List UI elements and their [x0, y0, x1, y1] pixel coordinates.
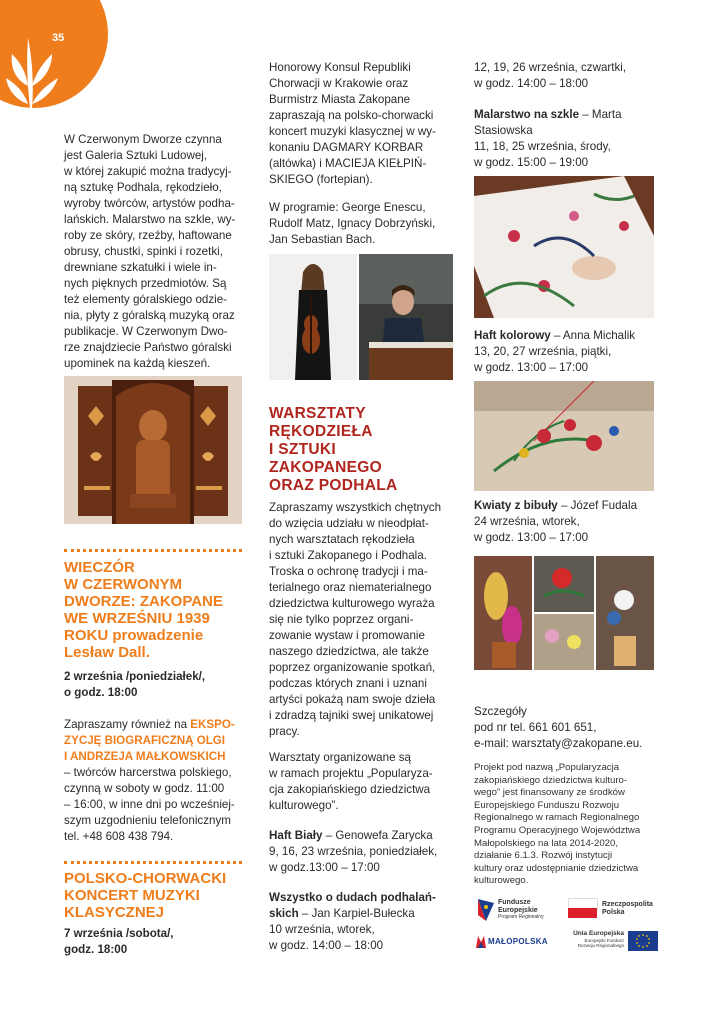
- event-title-concert: [64, 870, 242, 921]
- section-divider: [64, 549, 242, 552]
- title-line: W CZERWONYM: [64, 576, 183, 593]
- workshop-heading: [269, 906, 453, 922]
- text-line: drewniane szkatułki i wiele in-: [64, 261, 217, 274]
- workshop-malarstwo: [474, 107, 660, 171]
- invite-highlight: I ANDRZEJA MAŁKOWSKICH: [64, 750, 226, 763]
- logo-text: Fundusze: [498, 899, 531, 906]
- text-line: Stasiowska: [474, 124, 533, 137]
- workshop-description: [269, 500, 453, 740]
- flag-red-icon: [568, 908, 597, 918]
- logo-text: Program Regionalny: [498, 914, 544, 920]
- text-line: cja zakopiańskiego dziedzictwa: [269, 783, 431, 796]
- text-line: jest Galeria Sztuki Ludowej,: [64, 149, 208, 162]
- text-line: terialnego oraz niematerialnego: [269, 581, 432, 594]
- concert-description: [269, 60, 453, 188]
- text-line: 10 września, wtorek,: [269, 923, 375, 936]
- text-line: się nie tylko poprzez organi-: [269, 613, 414, 626]
- section-divider: [64, 861, 242, 864]
- event-date-concert: [64, 926, 242, 958]
- title-line: Lesław Dall.: [64, 644, 150, 661]
- phone-number: tel. +48 608 438 794.: [64, 830, 174, 843]
- title-line: WIECZÓR: [64, 559, 135, 576]
- text-line: kultury oraz udostępnianie dziedzictwa: [474, 862, 639, 874]
- workshop-name: Wszystko o dudach podhalań-: [269, 891, 436, 904]
- text-line: lańskich. Malarstwo na szkle, wy-: [64, 213, 236, 226]
- invite-line: [64, 717, 242, 733]
- text-line: nych warsztatach rękodzieła: [269, 533, 415, 546]
- date-line: 7 września /sobota/,: [64, 927, 174, 940]
- text-line: nych pięknych przedmiotów. Są: [64, 277, 227, 290]
- text-line: – twórców harcerstwa polskiego,: [64, 766, 232, 779]
- fe-emblem-icon: [476, 897, 496, 923]
- rzeczpospolita-polska-logo: [568, 898, 658, 920]
- text-line: nia, płyty z góralską muzyką oraz: [64, 309, 235, 322]
- workshop-haft-bialy: [269, 828, 453, 876]
- text-line: dziedzictwa kulturowego wyraża: [269, 597, 435, 610]
- title-line: DWORZE: ZAKOPANE: [64, 593, 223, 610]
- invite-highlight: EKSPO-: [190, 718, 235, 731]
- gallery-intro: [64, 132, 242, 372]
- text-line: 13, 20, 27 września, piątki,: [474, 345, 612, 358]
- workshop-name: Malarstwo na szkle: [474, 108, 580, 121]
- text-line: kulturowego”.: [269, 799, 339, 812]
- text-line: Zapraszamy wszystkich chętnych: [269, 501, 442, 514]
- text-line: w ramach projektu „Popularyza-: [269, 767, 433, 780]
- workshop-instructor: – Anna Michalik: [550, 329, 636, 342]
- text-line: w godz. 14:00 – 18:00: [269, 939, 384, 952]
- invite-highlight: ZYCJĘ BIOGRAFICZNĄ OLGI: [64, 734, 226, 747]
- text-line: W programie: George Enescu,: [269, 201, 426, 214]
- text-line: kulturowego.: [474, 875, 529, 887]
- project-note: [269, 750, 453, 814]
- text-line: Programu Operacyjnego Województwa: [474, 824, 641, 836]
- text-line: Regionalnego w ramach Regionalnego: [474, 812, 640, 824]
- text-line: do wzięcia udziału w nieodpłat-: [269, 517, 429, 530]
- text-line: zakopiańskiego dziedzictwa kulturo-: [474, 774, 628, 786]
- wooden-shrine-photo: [64, 376, 242, 524]
- workshop-title: [269, 405, 453, 495]
- text-line: upominek na każdą kieszeń.: [64, 357, 211, 370]
- text-line: Honorowy Konsul Republiki: [269, 61, 411, 74]
- workshop-name: skich: [269, 907, 299, 920]
- eu-flag-icon: [628, 931, 658, 951]
- event-title-evening: [64, 559, 242, 661]
- page-number: 35: [52, 32, 65, 44]
- text-line: w godz. 15:00 – 19:00: [474, 156, 589, 169]
- text-line: w godz. 13:00 – 17:00: [474, 531, 589, 544]
- logo-text: Europejski Fundusz: [584, 937, 624, 943]
- text-line: szym uzgodnieniu telefonicznym: [64, 814, 231, 827]
- title-line: KONCERT MUZYKI: [64, 887, 200, 904]
- title-line: ROKU prowadzenie: [64, 627, 204, 644]
- text-line: 9, 16, 23 września, poniedziałek,: [269, 845, 438, 858]
- title-line: WARSZTATY: [269, 405, 366, 422]
- text-line: obrusy, chustki, spinki i rozetki,: [64, 245, 223, 258]
- title-line: ZAKOPANEGO: [269, 459, 382, 476]
- workshop-instructor: – Marta: [579, 108, 622, 121]
- title-line: KLASYCZNEJ: [64, 904, 165, 921]
- text-line: zapraszają na polsko-chorwacki: [269, 109, 434, 122]
- workshop-instructor: – Józef Fudala: [557, 499, 638, 512]
- text-line: czynną w soboty w godz. 11:00: [64, 782, 225, 795]
- embroidery-photo: [474, 381, 654, 491]
- title-line: WE WRZEŚNIU 1939: [64, 610, 210, 627]
- text-line: koncert muzyki klasycznej w wy-: [269, 125, 436, 138]
- text-line: W Czerwonym Dworze czynna: [64, 133, 222, 146]
- text-line: Europejskiego Funduszu Rozwoju: [474, 799, 620, 811]
- text-line: Małopolskiego na lata 2014-2020,: [474, 837, 619, 849]
- contact-details: [474, 704, 660, 752]
- text-line: pracy.: [269, 725, 300, 738]
- text-line: wego” jest finansowany ze środków: [474, 787, 625, 799]
- text-line: w godz. 13:00 – 17:00: [474, 361, 589, 374]
- text-line: Jan Sebastian Bach.: [269, 233, 376, 246]
- invite-prefix: Zapraszamy również na: [64, 718, 191, 731]
- text-line: (altówka) i MACIEJA KIEŁPIŃ-: [269, 157, 427, 170]
- malopolska-emblem-icon: [476, 936, 486, 948]
- text-line: 11, 18, 25 września, środy,: [474, 140, 611, 153]
- exhibition-invite: [64, 717, 242, 845]
- logo-text: Unia Europejska: [573, 930, 624, 937]
- title-line: ORAZ PODHALA: [269, 477, 398, 494]
- text-line: roby ze skóry, rzeźby, haftowane: [64, 229, 232, 242]
- text-line: 12, 19, 26 września, czwartki,: [474, 61, 627, 74]
- logo-text: MAŁOPOLSKA: [488, 937, 548, 946]
- workshop-heading: [269, 828, 453, 844]
- event-date-evening: [64, 669, 242, 701]
- text-line: SKIEGO (fortepian).: [269, 173, 373, 186]
- text-line: poprzez organizowanie spotkań,: [269, 661, 436, 674]
- workshop-heading: [474, 107, 660, 123]
- workshop-name: Haft kolorowy: [474, 329, 551, 342]
- text-line: też elementy góralskiego odzie-: [64, 293, 228, 306]
- text-line: podczas których znani i uznani: [269, 677, 427, 690]
- text-line: zowanie wystaw i promowanie: [269, 629, 425, 642]
- email-address: e-mail: warsztaty@zakopane.eu.: [474, 737, 643, 750]
- workshop-heading: [474, 328, 660, 344]
- text-line: publikacje. W Czerwonym Dwo-: [64, 325, 228, 338]
- phone-number: pod nr tel. 661 601 651,: [474, 721, 597, 734]
- text-line: rze znajdziecie Państwo góralski: [64, 341, 232, 354]
- text-line: i zdradzą tajniki swej unikatowej: [269, 709, 434, 722]
- text-line: Warsztaty organizowane są: [269, 751, 411, 764]
- workshop-instructor: – Genowefa Zarycka: [322, 829, 433, 842]
- workshop-heading: [474, 498, 660, 514]
- text-line: Rudolf Matz, Ignacy Dobrzyński,: [269, 217, 436, 230]
- title-line: I SZTUKI: [269, 441, 336, 458]
- text-line: w godz.13:00 – 17:00: [269, 861, 380, 874]
- paper-flowers-photo: [474, 556, 654, 670]
- text-line: Szczegóły: [474, 705, 527, 718]
- unia-europejska-logo: [566, 929, 658, 953]
- date-line: o godz. 18:00: [64, 686, 138, 699]
- text-line: działanie 6.1.3. Rozwój instytucji: [474, 850, 613, 862]
- text-line: Troska o ochronę tradycji i ma-: [269, 565, 428, 578]
- funding-note: [474, 762, 660, 888]
- text-line: konaniu DAGMARY KORBAR: [269, 141, 424, 154]
- text-line: i sztuki Zakopanego i Podhala.: [269, 549, 427, 562]
- workshop-name: Haft Biały: [269, 829, 323, 842]
- logo-text: Rzeczpospolita: [602, 901, 653, 908]
- logo-text: Rozwoju Regionalnego: [577, 943, 624, 948]
- workshop-kwiaty: [474, 498, 660, 546]
- violist-photo: [269, 254, 357, 380]
- text-line: wyroby twórców, artystów podha-: [64, 197, 235, 210]
- text-line: Projekt pod nazwą „Popularyzacja: [474, 762, 620, 773]
- text-line: Chorwacji w Krakowie oraz: [269, 77, 409, 90]
- text-line: naszego dziedzictwa, ale także: [269, 645, 429, 658]
- text-line: Burmistrz Miasta Zakopane: [269, 93, 411, 106]
- dudy-schedule-cont: [474, 60, 660, 92]
- fundusze-europejskie-logo: [476, 897, 556, 923]
- title-line: RĘKODZIEŁA: [269, 423, 373, 440]
- malopolska-logo: [476, 935, 556, 951]
- logo-text: Europejskie: [498, 906, 538, 914]
- text-line: – 16:00, w inne dni po wcześniej-: [64, 798, 235, 811]
- text-line: artyści pokażą nam swoje dzieła: [269, 693, 436, 706]
- workshop-instructor: – Jan Karpiel-Bułecka: [298, 907, 415, 920]
- pianist-photo: [359, 254, 453, 380]
- text-line: w której zakupić można tradycyj-: [64, 165, 232, 178]
- concert-program: [269, 200, 453, 248]
- workshop-name: Kwiaty z bibuły: [474, 499, 558, 512]
- text-line: w godz. 14:00 – 18:00: [474, 77, 589, 90]
- glass-painting-photo: [474, 176, 654, 318]
- logo-text: Polska: [602, 908, 625, 916]
- workshop-dudy: [269, 890, 453, 954]
- title-line: POLSKO-CHORWACKI: [64, 870, 227, 887]
- date-line: 2 września /poniedziałek/,: [64, 670, 206, 683]
- date-line: godz. 18:00: [64, 943, 128, 956]
- workshop-haft-kolorowy: [474, 328, 660, 376]
- text-line: 24 września, wtorek,: [474, 515, 580, 528]
- text-line: ną sztukę Podhala, rękodzieło,: [64, 181, 222, 194]
